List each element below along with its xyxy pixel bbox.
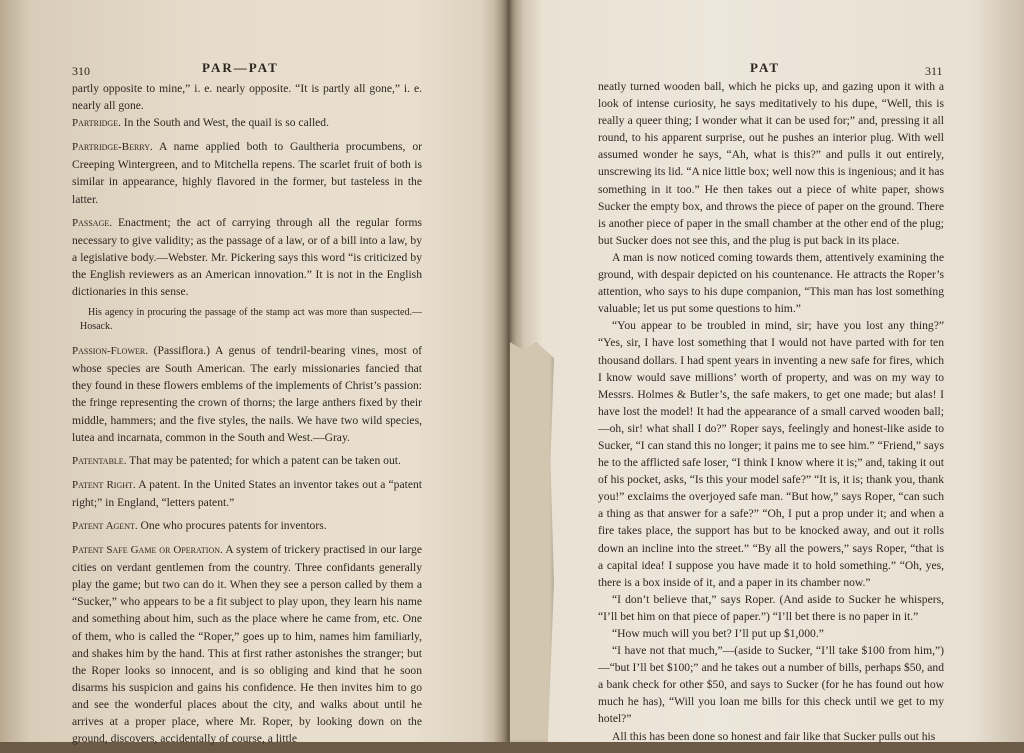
left-page	[0, 0, 500, 746]
entry-headword: Patent Agent.	[72, 519, 138, 532]
entry-definition: His agency in procuring the passage of the stamp act was more than suspected.—Hosack.	[80, 307, 422, 333]
entry-headword: Patent Right.	[72, 478, 136, 491]
entry-headword: Passion-Flower.	[72, 345, 148, 358]
body-paragraph: “I don’t believe that,” says Roper. (And aside to Sucker he whispers, “I’ll bet him on that piece of paper.”) “I’ll bet there is no paper in it.”	[598, 592, 944, 623]
entry-headword: Partridge-Berry.	[72, 141, 153, 154]
citation-quote	[72, 306, 422, 334]
dictionary-entry	[72, 138, 422, 207]
entry-definition: One who procures patents for inventors.	[140, 518, 327, 532]
dictionary-entry	[72, 452, 422, 470]
right-page-body	[598, 78, 944, 745]
dictionary-entry	[72, 114, 422, 132]
running-head-right: PAT	[750, 60, 781, 75]
body-paragraph: A man is now noticed coming towards them, attentively examining the ground, with despair depicted on his countenance. He attracts the Roper’s attention, who says to his dupe companion, “This man has lost something valuable; let us put some questions to him.”	[598, 250, 944, 316]
entry-headword: Partridge.	[72, 117, 121, 130]
entry-definition: A system of trickery practised in our large cities on verdant gentlemen from the country. Three confidants generally play the game; but two can do it. When they see a person called by them a “Sucker,” who appears to be a fit subject to play upon, they learn his name and something about him, such as the place where he came from, etc. One of them, who is called the “Roper,” goes up to him, names him familiarly, and shakes him by the hand. This at first rather astonishes the stranger; but the Roper looks so innocent, and is so obliging and kind that he soon disarms his suspicion and gains his confidence. He then invites him to go and see the wonderful places about the city, and walks about until he arrives at a proper place, where Mr. Roper, by looking down on the ground, discovers, accidentally of course, a little	[72, 543, 423, 746]
page-number-left: 310	[72, 64, 90, 78]
dictionary-entry	[72, 214, 422, 300]
entry-definition: (Passiflora.) A genus of tendril-bearing vines, most of whose species are South American. The early missionaries fancied that they found in these flowers emblems of the implements of Christ’s passion: the fringe representing the crown of thorns; the large anthers fixed by their middle, hammers; and the five styles, the nails. We have two wild species, lutea and incarnata, common in the South and West.—Gray.	[72, 344, 423, 444]
entry-headword: Patent Safe Game or Operation.	[72, 544, 223, 557]
continued-text: partly opposite to mine,” i. e. nearly opposite. “It is partly all gone,” i. e. nearly all gone.	[72, 82, 422, 113]
dictionary-entries	[72, 114, 422, 747]
dictionary-entry	[72, 342, 422, 446]
entry-definition: In the South and West, the quail is so called.	[123, 116, 330, 130]
body-paragraph: All this has been done so honest and fair like that Sucker pulls out his	[612, 729, 936, 743]
dictionary-entry	[72, 517, 422, 535]
dictionary-entry	[72, 541, 422, 747]
entry-definition: Enactment; the act of carrying through all the regular forms necessary to give validity; as the passage of a law, or of a bill into a law, by a legislative body.—Webster. Mr. Pickering says this word “is criticized by the English reviewers as an American innovation.” It is not in the English dictionaries in this sense.	[72, 215, 422, 299]
entry-headword: Patentable.	[72, 454, 127, 467]
running-head-left: PAR—PAT	[202, 60, 279, 75]
body-paragraph: “You appear to be troubled in mind, sir; have you lost any thing?” “Yes, sir, I have lost something that I would not have parted with for ten thousand dollars. I had spent years in inventing a new safe for fires, which I know would save millions’ worth of property, and was on my way to Messrs. Holmes & Butler’s, the safe makers, to get one made; but alas! I have lost the model! It had the appearance of a small carved wooden ball;—oh, sir! what shall I do?” Roper says, feelingly and honest-like aside to Sucker, “I can stand this no longer; it pains me to see him.” “Friend,” says he to the afflicted safe loser, “I think I know where it is;” and, taking it out of his pocket, asks, “Is this your model safe?” “It is, it is; thank you, thank you!” exclaims the overjoyed safe man. “But how,” says Roper, “can such a thing as that answer for a safe?” “Oh, I put a prop under it; and when a fire takes place, the support has but to be knocked away, and out it rolls down an incline into the street.” “By all the powers,” says Roper, “that is a capital idea! I suppose you have made it to hold something.” “Oh, yes, there is a box inside of it, and a paper in its chamber now.”	[598, 319, 944, 589]
left-page-body	[72, 80, 422, 753]
body-paragraph: neatly turned wooden ball, which he picks up, and gazing upon it with a look of intense curiosity, he says meditatively to his dupe, “Well, this is really a queer thing; I wonder what it can be used for;” and, pressing it all round, to his apparent surprise, out he pushes an interior plug. With well assumed wonder he says, “Ah, what is this?” and pulls it out entirely, unscrewing its lid. “A nice little box; well now this is ingenious; and it has something in it too.” He then takes out a piece of white paper, shows Sucker the empty box, and throws the piece of paper on the ground. There is another piece of paper in the small chamber at the other end of the plug; but Sucker does not see this, and the plug is put back in its place.	[598, 80, 944, 247]
entry-definition: That may be patented; for which a patent can be taken out.	[129, 453, 401, 467]
body-paragraph: “I have not that much,”—(aside to Sucker, “I’ll take $100 from him,”)—“but I’ll bet $100;” and he takes out a number of bills, perhaps $50, and a bank check for other $50, and says to Sucker (for he has found out how much he has), “Will you loan me bills for this check until we get to my hotel?”	[598, 644, 944, 726]
right-page	[528, 0, 1024, 742]
dictionary-entry	[72, 476, 422, 511]
page-number-right: 311	[925, 64, 943, 78]
body-paragraph: “How much will you bet? I’ll put up $1,000.”	[612, 627, 824, 640]
entry-headword: Passage.	[72, 216, 112, 229]
entry-definition: A patent. In the United States an inventor takes out a “patent right;” in England, “letters patent.”	[72, 477, 423, 509]
entry-definition: A name applied both to Gaultheria procumbens, or Creeping Wintergreen, and to Mitchella repens. The scarlet fruit of both is similar in appearance, highly flavored in the former, but tasteless in the latter.	[72, 140, 422, 206]
